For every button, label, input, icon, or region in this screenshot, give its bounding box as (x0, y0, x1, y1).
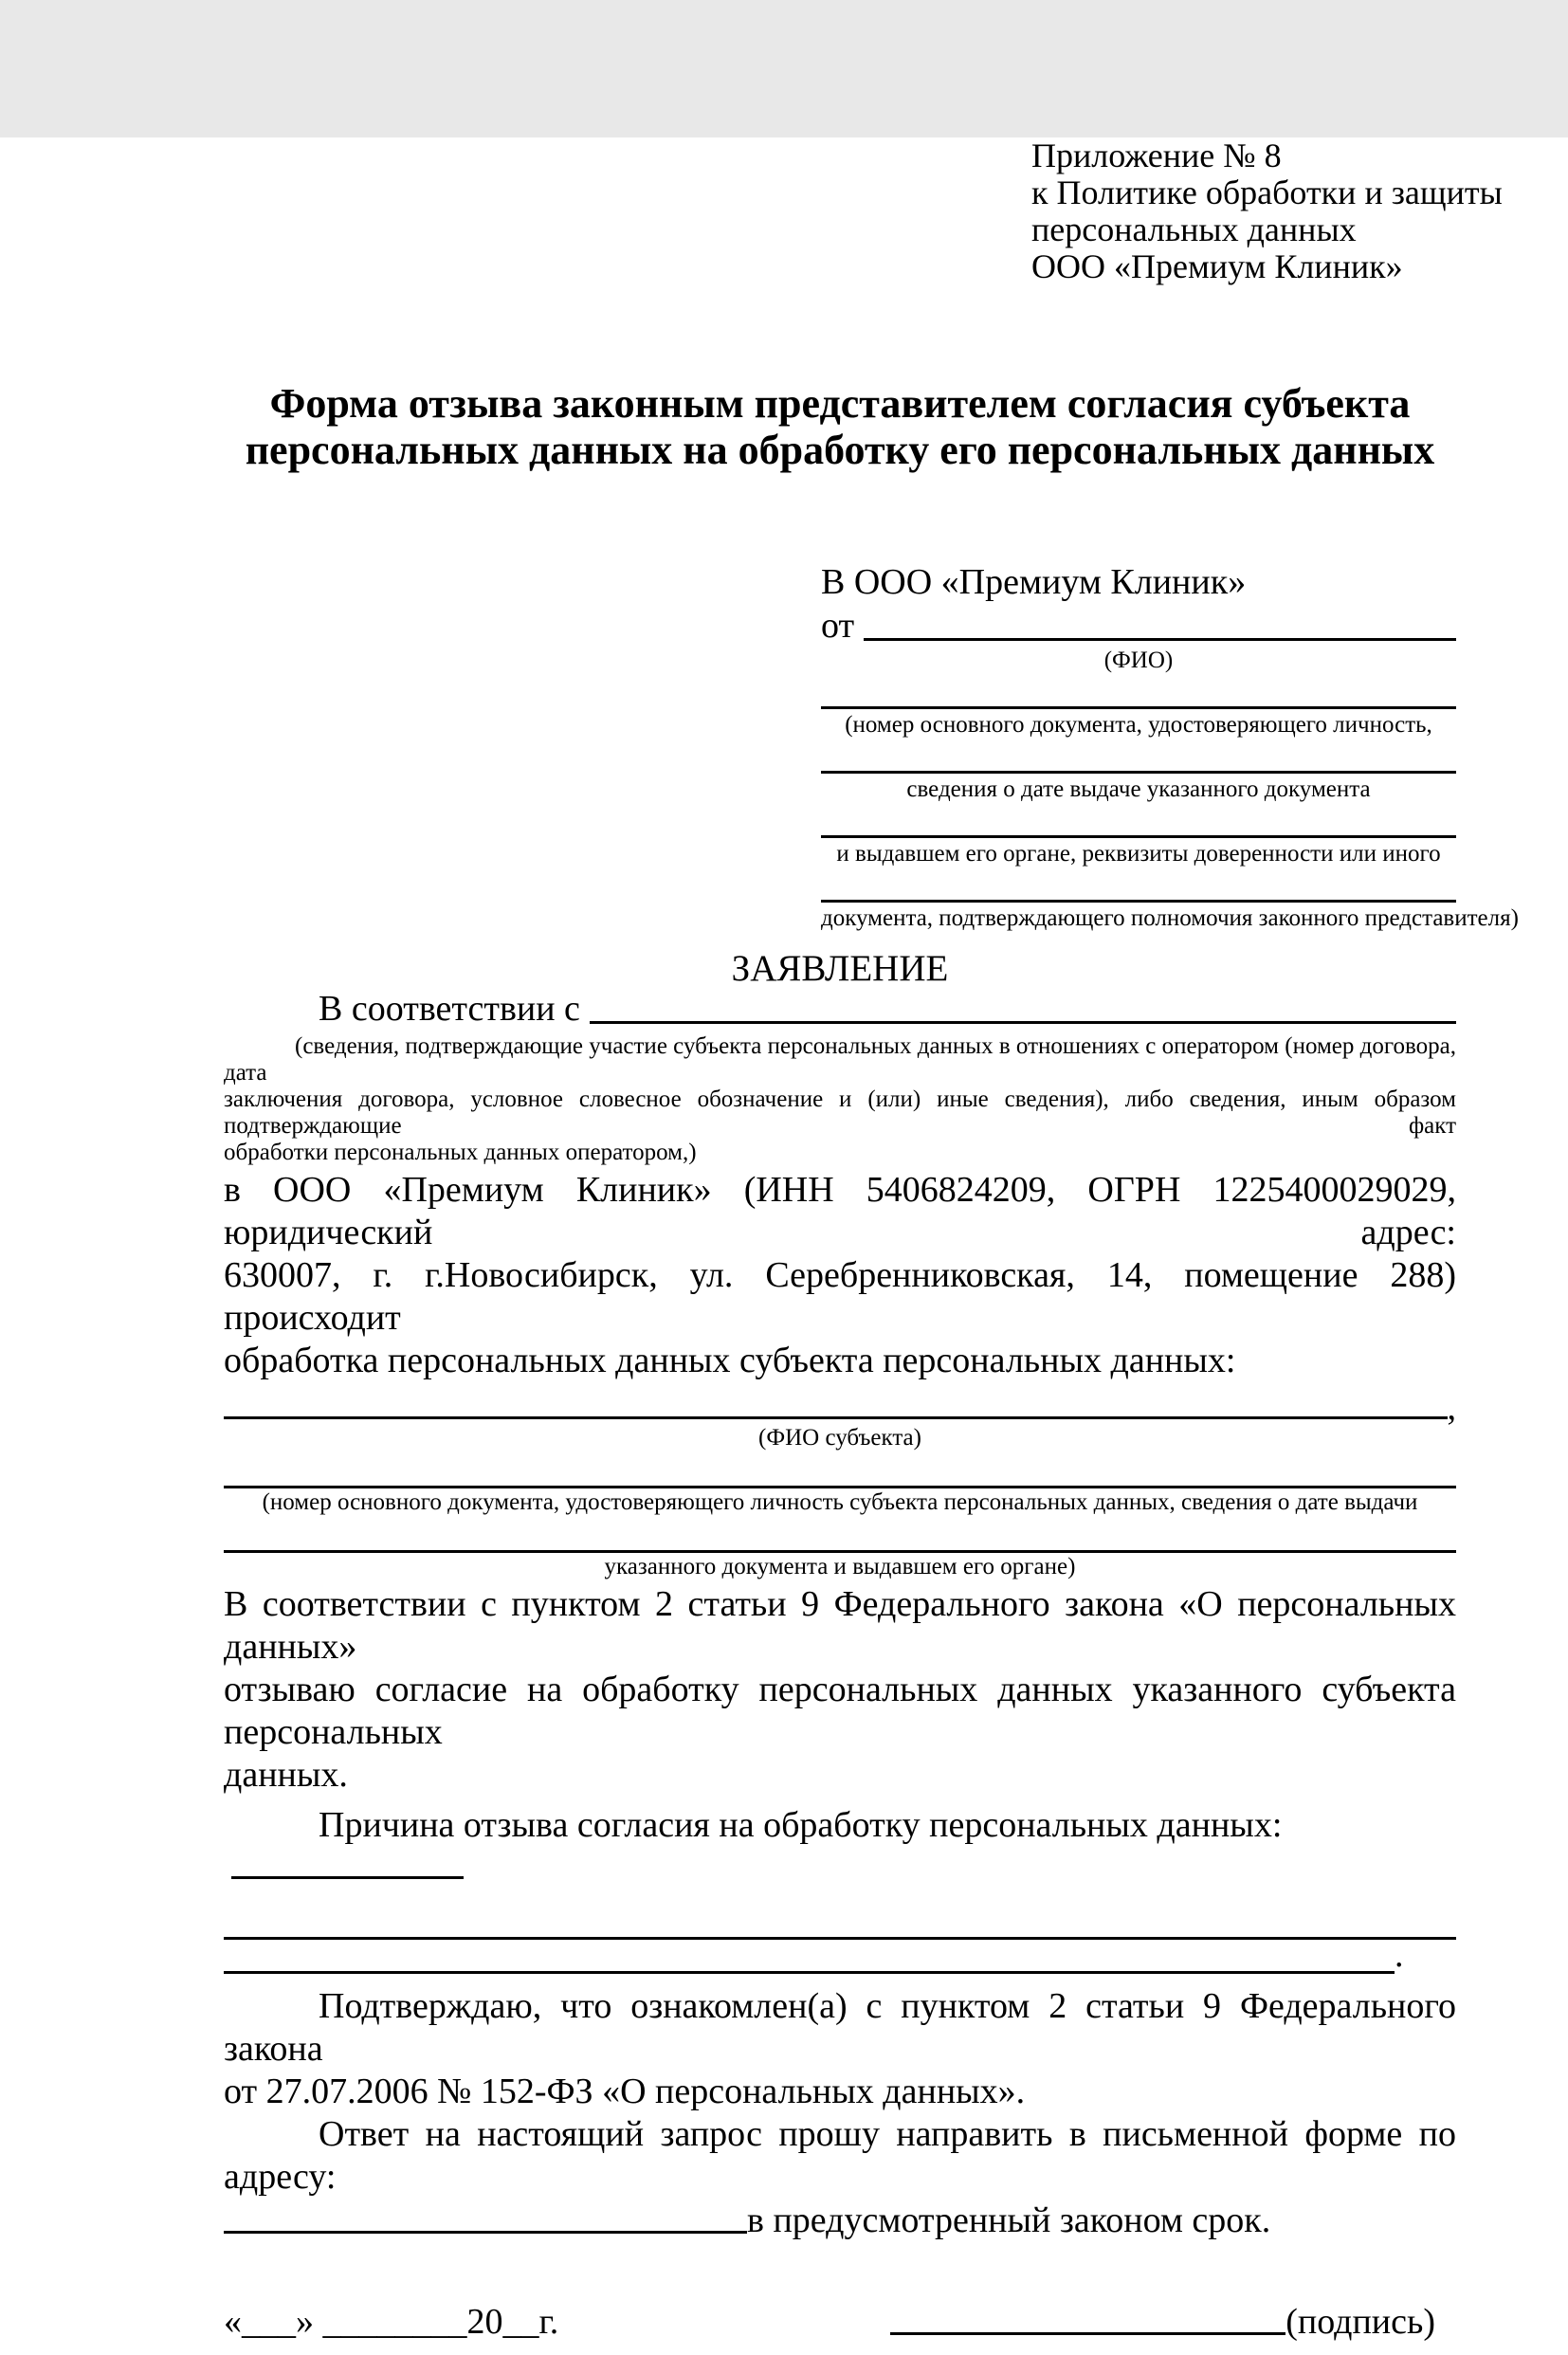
withdrawal-line-2: отзываю согласие на обработку персональных данных указанного субъекта персональных (224, 1670, 1456, 1752)
representative-document-fill-line-1 (821, 685, 1456, 709)
representative-document-fill-line-2 (821, 750, 1456, 774)
representative-name-fill-line (864, 604, 1456, 641)
operator-paragraph (224, 1169, 1456, 1382)
reason-fill-line (231, 1876, 464, 1879)
subject-document-row-2 (224, 1525, 1456, 1553)
accordance-row (224, 991, 1456, 1031)
subject-fio-comma: , (1447, 1388, 1456, 1428)
acknowledge-paragraph (224, 1985, 1456, 2113)
reason-blank-period: . (1395, 1935, 1404, 1975)
signature-fill-line (890, 2332, 1285, 2335)
subject-document-fill-line-1 (224, 1461, 1456, 1488)
operator-paragraph-line-1: в ООО «Премиум Клиник» (ИНН 5406824209, ОГРН 1225400029029, юридический адрес: (224, 1170, 1456, 1252)
footer-row (224, 2301, 1456, 2344)
addressee-block (821, 560, 1519, 932)
subject-document-caption-1: (номер основного документа, удостоверяющего личность субъекта персональных данных, сведения о дате выдачи (262, 1489, 1418, 1515)
document-title-line-1: Форма отзыва законным представителем согласия субъекта (269, 380, 1411, 427)
document-page (0, 137, 1568, 2355)
accordance-fill-line (590, 991, 1456, 1024)
reply-row-2 (224, 2199, 1456, 2242)
representative-field-caption-2: сведения о дате выдаче указанного документа (906, 776, 1371, 802)
accordance-caption (224, 1033, 1456, 1166)
signature-group (890, 2301, 1435, 2344)
subject-document-caption-2: указанного документа и выдавшем его органе) (604, 1554, 1076, 1579)
appendix-line-2: к Политике обработки и защиты (1031, 173, 1503, 211)
accordance-caption-line-2: заключения договора, условное словесное обозначение и (или) иные сведения), либо сведения, иным образом подтверждающие факт (224, 1086, 1456, 1139)
reason-blank-line-1 (224, 1891, 1456, 1940)
reply-line-1: Ответ на настоящий запрос прошу направить в письменной форме по адресу: (224, 2114, 1456, 2197)
withdrawal-line-3: данных. (224, 1755, 348, 1795)
accordance-label: В соответствии с (319, 989, 580, 1029)
operator-paragraph-line-3: обработка персональных данных субъекта персональных данных: (224, 1341, 1236, 1380)
statement-heading: ЗАЯВЛЕНИЕ (731, 948, 949, 989)
accordance-caption-line-1: (сведения, подтверждающие участие субъекта персональных данных в отношениях с оператором (номер договора, дата (224, 1033, 1456, 1086)
representative-document-fill-line-4 (821, 879, 1456, 903)
footer-date-blank: «___» ________20__г. (224, 2302, 559, 2342)
appendix-block (1031, 137, 1503, 285)
reply-paragraph (224, 2113, 1456, 2242)
representative-field-caption-1: (номер основного документа, удостоверяющего личность, (845, 712, 1432, 738)
addressee-organization: В ООО «Премиум Клиник» (821, 562, 1247, 602)
signature-caption: (подпись) (1285, 2302, 1435, 2342)
from-row (821, 604, 1456, 648)
appendix-line-3: персональных данных (1031, 210, 1357, 248)
acknowledge-line-2: от 27.07.2006 № 152-ФЗ «О персональных данных». (224, 2072, 1026, 2111)
subject-document-row-1 (224, 1461, 1456, 1488)
subject-fio-row (224, 1388, 1456, 1428)
reason-row (224, 1804, 1456, 1889)
subject-document-fill-line-2 (224, 1525, 1456, 1553)
acknowledge-line-1: Подтверждаю, что ознакомлен(а) с пунктом 2 статьи 9 Федерального закона (224, 1986, 1456, 2069)
reply-line-2-text: в предусмотренный законом срок. (747, 2200, 1271, 2240)
document-title (224, 380, 1456, 473)
representative-field-caption-4: документа, подтверждающего полномочия законного представителя) (821, 905, 1519, 931)
reason-blank-row-2 (224, 1935, 1456, 1975)
subject-fio-caption: (ФИО субъекта) (758, 1425, 921, 1451)
representative-document-fill-line-3 (821, 814, 1456, 838)
withdrawal-line-1: В соответствии с пунктом 2 статьи 9 Федерального закона «О персональных данных» (224, 1584, 1456, 1667)
reason-label: Причина отзыва согласия на обработку персональных данных: (319, 1805, 1283, 1845)
withdrawal-paragraph (224, 1583, 1456, 1797)
subject-fio-fill-line (224, 1392, 1448, 1419)
reply-address-fill-line (224, 2231, 747, 2234)
operator-paragraph-line-2: 630007, г. г.Новосибирск, ул. Серебренниковская, 14, помещение 288) происходит (224, 1255, 1456, 1338)
fio-caption: (ФИО) (1103, 648, 1174, 673)
appendix-line-1: Приложение № 8 (1031, 137, 1282, 174)
representative-field-caption-3: и выдавшем его органе, реквизиты доверенности или иного (836, 841, 1441, 867)
document-title-line-2: персональных данных на обработку его персональных данных (245, 427, 1435, 473)
appendix-line-4: ООО «Премиум Клиник» (1031, 247, 1403, 285)
from-label: от (821, 606, 855, 646)
reason-blank-line-2 (224, 1940, 1395, 1974)
accordance-caption-line-3: обработки персональных данных оператором,) (224, 1140, 697, 1165)
